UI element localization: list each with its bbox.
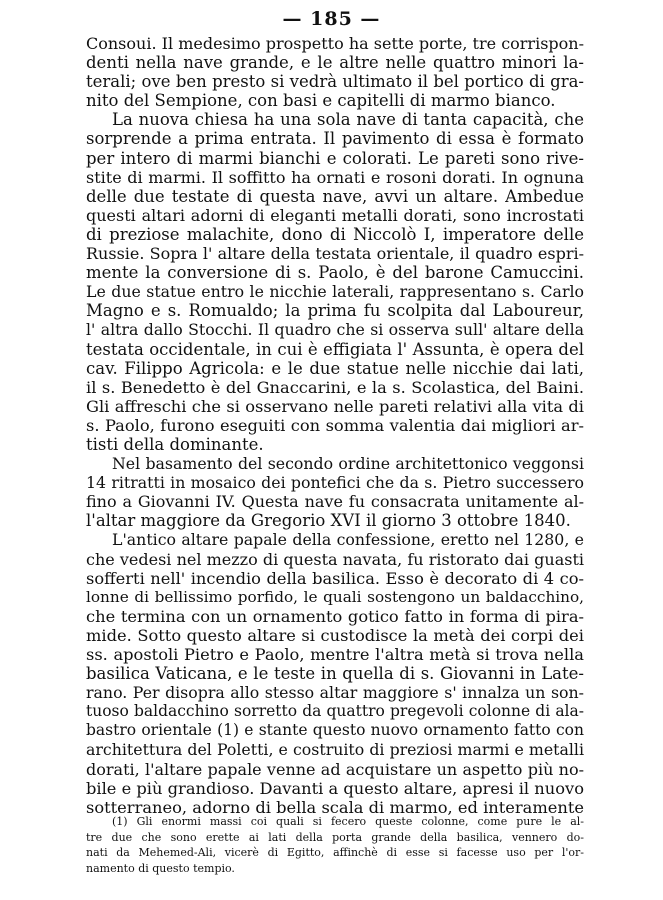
text-line: questi altari adorni di eleganti metalli dorati, sono incrostati [86,205,584,225]
text-line: che termina con un ornamento gotico fatto in forma di pira- [86,606,584,626]
text-line: dorati, l'altare papale venne ad acquistare un aspetto più no- [86,759,584,779]
text-line: L'antico altare papale della confessione, eretto nel 1280, e [112,530,584,550]
text-line: di preziose malachite, dono di Niccolò I, imperatore delle [86,224,584,244]
text-line: tuoso baldacchino sorretto da quattro pregevoli colonne di ala- [86,702,584,721]
text-line: Nel basamento del secondo ordine architettonico veggonsi [112,454,584,474]
text-line: che vedesi nel mezzo di questa navata, fu ristorato dai guasti [86,549,584,569]
text-line: rano. Per disopra allo stesso altar maggiore s' innalza un son- [86,683,584,703]
footnote-line: namento di questo tempio. [86,861,235,875]
text-line: sotterraneo, adorno di bella scala di marmo, ed interamente [86,797,584,817]
text-line: mide. Sotto questo altare si custodisce la metà dei corpi dei [86,625,584,645]
text-line: l' altra dallo Stocchi. Il quadro che si osserva sull' altare della [86,320,584,340]
text-line: Russie. Sopra l' altare della testata orientale, il quadro espri- [86,244,584,264]
text-line: sofferti nell' incendio della basilica. Esso è decorato di 4 co- [86,568,584,588]
text-line: sorprende a prima entrata. Il pavimento di essa è formato [86,129,584,149]
text-line: stite di marmi. Il soffitto ha ornati e rosoni dorati. In ognuna [86,167,584,187]
text-line: fino a Giovanni IV. Questa nave fu consacrata unitamente al- [86,492,584,512]
text-line: Gli affreschi che si osservano nelle pareti relativi alla vita di [86,396,584,416]
text-line: s. Paolo, furono eseguiti con somma valentia dai migliori ar- [86,415,584,435]
text-line: denti nella nave grande, e le altre nelle quattro minori la- [86,53,584,73]
text-line: 14 ritratti in mosaico dei pontefici che da s. Pietro successero [86,473,584,493]
text-line: cav. Filippo Agricola: e le due statue nelle nicchie dai lati, [86,358,584,378]
text-line: Consoui. Il medesimo prospetto ha sette porte, tre corrispon- [86,34,584,53]
text-line: bile e più grandioso. Davanti a questo altare, apresi il nuovo [86,778,584,798]
text-line: bastro orientale (1) e stante questo nuovo ornamento fatto con [86,721,584,740]
text-line: architettura del Poletti, e costruito di preziosi marmi e metalli [86,740,584,760]
text-line: terali; ove ben presto si vedrà ultimato il bel portico di gra- [86,72,584,92]
page-number: — 185 — [282,8,381,30]
text-line: ss. apostoli Pietro e Paolo, mentre l'altra metà si trova nella [86,645,584,664]
text-line: il s. Benedetto è del Gnaccarini, e la s. Scolastica, del Baini. [86,377,584,397]
footnote-line: nati da Mehemed-Ali, vicerè di Egitto, affinchè di esse si facesse uso per l'or- [86,846,584,859]
body-text [86,34,584,817]
text-line: tisti della dominante. [86,434,264,454]
text-line: Magno e s. Romualdo; la prima fu scolpita dal Laboureur, [86,301,584,321]
text-line: mente la conversione di s. Paolo, è del barone Camuccini. [86,263,584,283]
footnotes [86,814,584,876]
text-line: testata occidentale, in cui è effigiata l' Assunta, è opera del [86,339,584,359]
text-line: basilica Vaticana, e le teste in quella di s. Giovanni in Late- [86,664,584,684]
text-line: Le due statue entro le nicchie laterali, rappresentano s. Carlo [86,282,584,302]
footnote-line: (1) Gli enormi massi coi quali si fecero queste colonne, come pure le al- [112,815,584,828]
text-line: nito del Sempione, con basi e capitelli di marmo bianco. [86,91,556,111]
text-line: delle due testate di questa nave, avvi un altare. Ambedue [86,186,584,206]
footnote-line: tre due che sono erette ai lati della porta grande della basilica, vennero do- [86,830,584,844]
text-line: La nuova chiesa ha una sola nave di tanta capacità, che [112,110,584,130]
text-line: lonne di bellissimo porfido, le quali sostengono un baldacchino, [86,587,584,606]
text-line: per intero di marmi bianchi e colorati. Le pareti sono rive- [86,148,584,168]
text-line: l'altar maggiore da Gregorio XVI il giorno 3 ottobre 1840. [86,511,571,531]
